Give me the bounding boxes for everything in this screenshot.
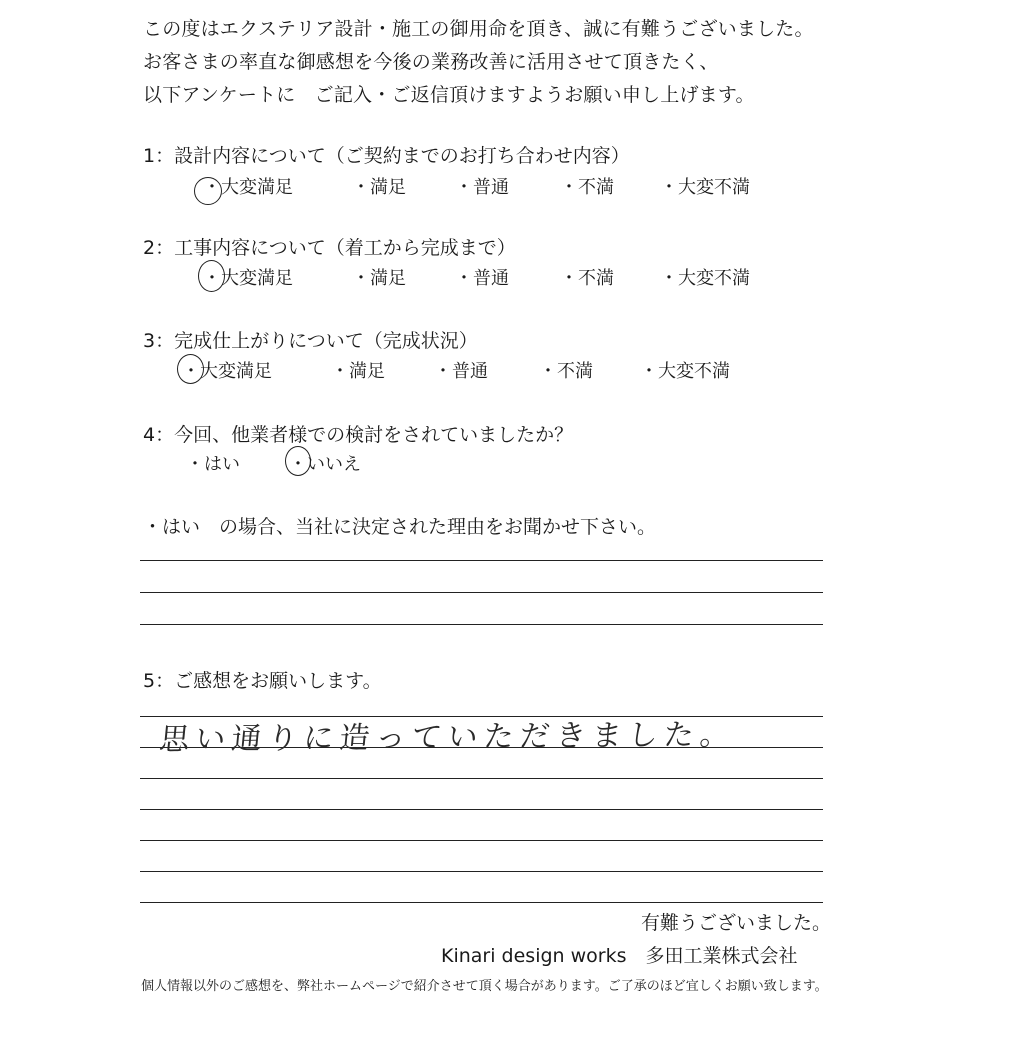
question-1-label: 1：設計内容について（ご契約までのお打ち合わせ内容） <box>143 145 630 167</box>
answer-line[interactable] <box>140 560 823 561</box>
intro-line-3: 以下アンケートに ご記入・ご返信頂けますようお願い申し上げます。 <box>143 84 755 106</box>
company-name: Kinari design works 多田工業株式会社 <box>441 945 798 967</box>
q2-option-very-satisfied[interactable]: ・大変満足 <box>203 268 293 289</box>
thank-you-text: 有難うございました。 <box>640 912 831 934</box>
followup-question-label: ・はい の場合、当社に決定された理由をお聞かせ下さい。 <box>143 516 657 538</box>
q3-option-very-dissatisfied[interactable]: ・大変不満 <box>640 361 730 382</box>
q1-option-satisfied[interactable]: ・満足 <box>352 177 406 198</box>
q1-option-neutral[interactable]: ・普通 <box>455 177 509 198</box>
answer-line[interactable] <box>140 778 823 779</box>
q4-option-no[interactable]: ・いいえ <box>289 454 361 475</box>
question-3-label: 3：完成仕上がりについて（完成状況） <box>143 330 478 352</box>
q2-option-neutral[interactable]: ・普通 <box>455 268 509 289</box>
answer-line[interactable] <box>140 871 823 872</box>
intro-line-2: お客さまの率直な御感想を今後の業務改善に活用させて頂きたく、 <box>143 51 719 73</box>
q4-option-yes[interactable]: ・はい <box>186 454 240 475</box>
question-4-label: 4：今回、他業者様での検討をされていましたか？ <box>143 424 574 446</box>
q3-option-very-satisfied[interactable]: ・大変満足 <box>182 361 272 382</box>
question-2-label: 2：工事内容について（着工から完成まで） <box>143 237 516 259</box>
answer-line[interactable] <box>140 624 823 625</box>
answer-line[interactable] <box>140 902 823 903</box>
question-5-label: 5：ご感想をお願いします。 <box>143 670 382 692</box>
q2-option-very-dissatisfied[interactable]: ・大変不満 <box>660 268 750 289</box>
q2-option-dissatisfied[interactable]: ・不満 <box>560 268 614 289</box>
answer-line[interactable] <box>140 840 823 841</box>
answer-line[interactable] <box>140 809 823 810</box>
q3-option-dissatisfied[interactable]: ・不満 <box>539 361 593 382</box>
privacy-note: 個人情報以外のご感想を、弊社ホームページで紹介させて頂く場合があります。ご了承のほど宜しくお願い致します。 <box>141 979 828 994</box>
q1-option-dissatisfied[interactable]: ・不満 <box>560 177 614 198</box>
handwritten-answer: 思い通りに造っていただきました。 <box>157 717 738 758</box>
q3-option-satisfied[interactable]: ・満足 <box>331 361 385 382</box>
q1-option-very-satisfied[interactable]: ・大変満足 <box>203 177 293 198</box>
intro-line-1: この度はエクステリア設計・施工の御用命を頂き、誠に有難うございました。 <box>143 18 814 40</box>
q2-option-satisfied[interactable]: ・満足 <box>352 268 406 289</box>
q1-option-very-dissatisfied[interactable]: ・大変不満 <box>660 177 750 198</box>
answer-line[interactable] <box>140 592 823 593</box>
q3-option-neutral[interactable]: ・普通 <box>434 361 488 382</box>
